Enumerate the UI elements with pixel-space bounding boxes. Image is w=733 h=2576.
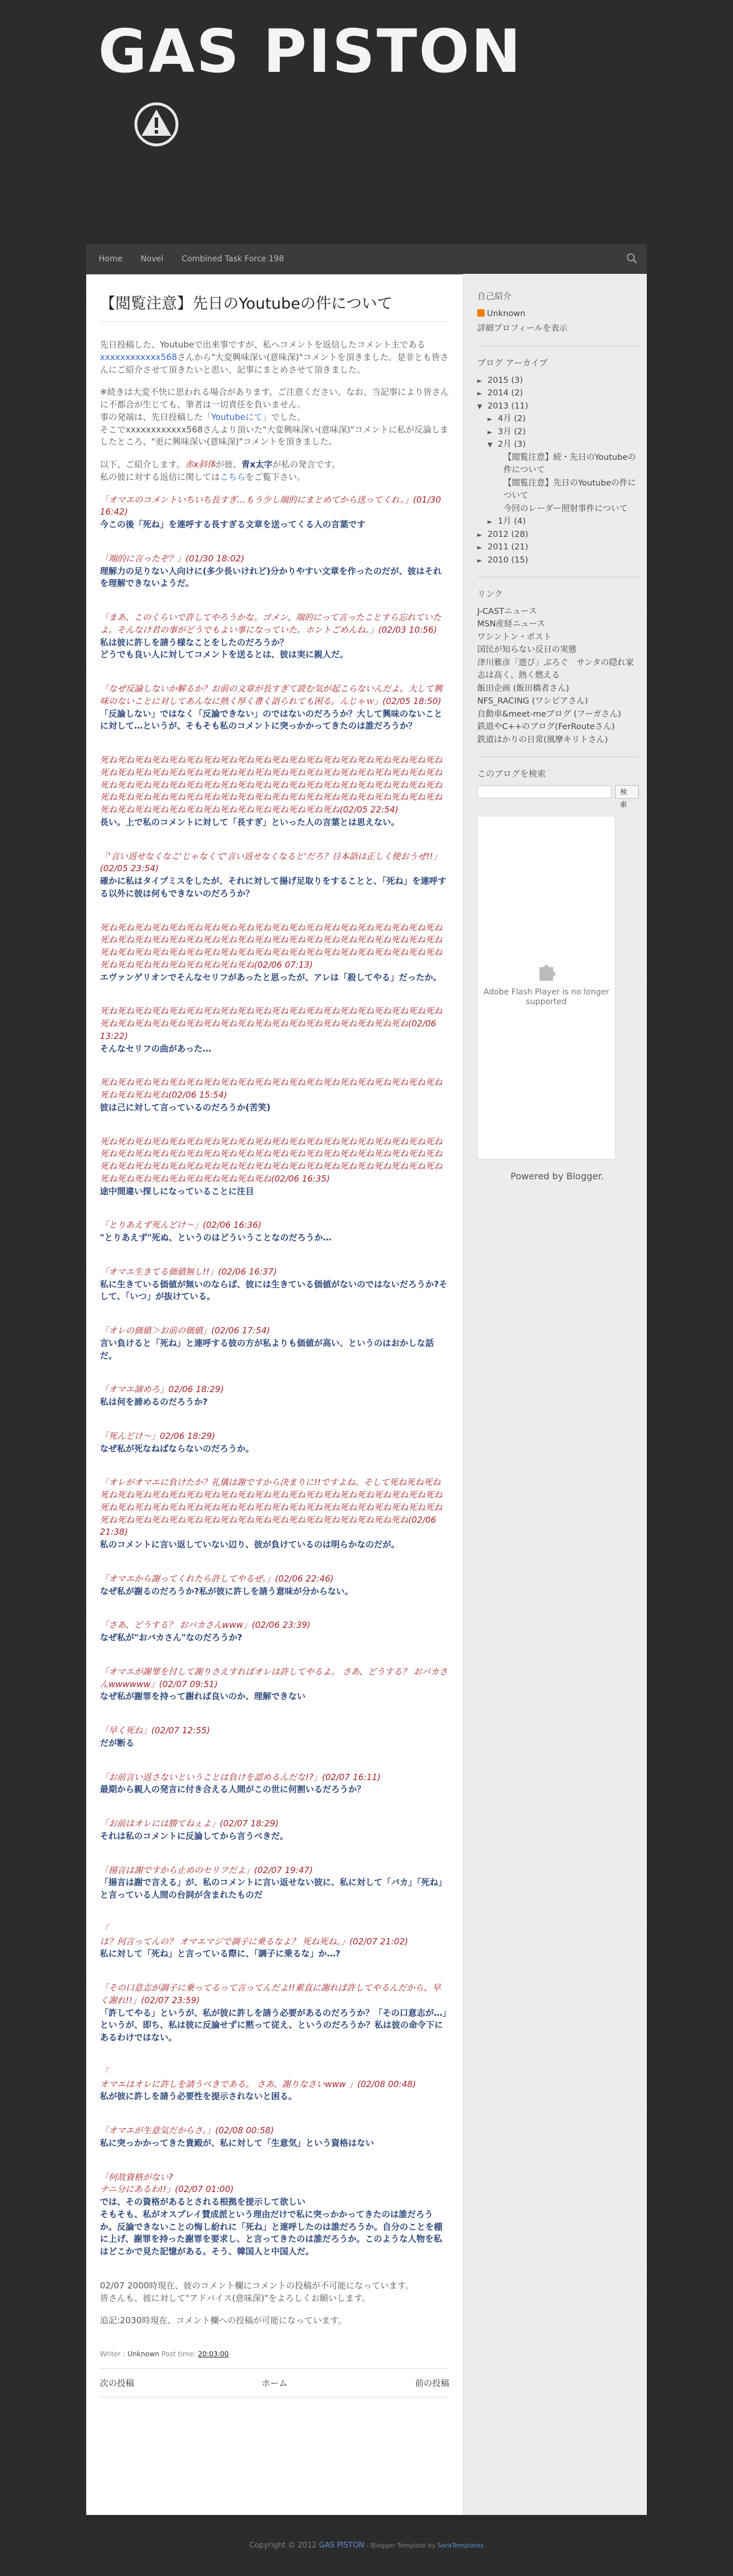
copyright-text: Copyright © 2012 xyxy=(249,2541,317,2550)
exchange-block xyxy=(100,2066,449,2103)
commenter-quote: 「とりあえず死んどけ〜」(02/06 16:36) xyxy=(100,1220,261,1231)
intro-text: さんから"大変興味深い(意味深)"コメントを頂きました。是非とも皆さんにご紹介させて頂きたいと思い、記事にまとめさせて頂きました。 xyxy=(100,351,449,375)
legend-blue-bold: 青ⅹ太字 xyxy=(241,459,273,470)
archive-label[interactable]: 2011 (21) xyxy=(488,543,529,552)
flash-message: Adobe Flash Player is no longer supported xyxy=(484,988,609,1006)
commenter-quote: 「端的に言ったぞ？」(01/30 18:02) xyxy=(100,553,244,564)
collapsed-arrow-icon[interactable]: ► xyxy=(488,428,493,436)
exchange-block xyxy=(100,1573,449,1598)
blog-search xyxy=(477,785,639,809)
collapsed-arrow-icon[interactable]: ► xyxy=(477,556,482,564)
author-reply: 「許してやる」というが、私が彼に許しを請う必要があるのだろうか？「その口意志が…」というが、即ち、私は彼に反論せずに黙って従え、というのだろうか？私は彼の命令下にあるわけではない。 xyxy=(100,2007,447,2043)
archive-label[interactable]: 2月 (3) xyxy=(498,440,526,450)
commenter-quote: 死ね死ね死ね死ね死ね死ね死ね死ね死ね死ね死ね死ね死ね死ね死ね死ね死ね死ね死ね死ね死ね死ね死ね死ね死ね死ね死ね死ね死ね死ね死ね死ね死ね死ね死ね死ね死ね死ね死ね死ね死ね死ね死ね死ね死ね死ね死ね死ね死ね死ね死ね死ね死ね死ね死ね死ね死ね死ね死ね死ね死ね死ね死ね死ね死ね死ね死ね死ね死ね死ね(02/06 16:35) xyxy=(100,1136,443,1184)
commenter-link[interactable]: xxxxxxxxxxxx568 xyxy=(100,351,178,362)
author-reply: 私に突っかかってきた貴殿が、私に対して「生意気」という資格はない xyxy=(100,2137,374,2148)
newer-post-link[interactable]: 次の投稿 xyxy=(100,2378,135,2388)
youtube-post-link[interactable]: Youtubeにて xyxy=(211,411,263,422)
links-title: リンク xyxy=(477,588,503,599)
author-reply: "とりあえず"死ぬ、というのはどういうことなのだろうか… xyxy=(100,1232,332,1243)
content-wrapper xyxy=(86,244,647,2515)
sidebar-link[interactable]: 鉄道はかりの日常(風摩キリトさん) xyxy=(477,735,608,745)
blogger-icon xyxy=(477,309,485,317)
archive-label[interactable]: 4月 (2) xyxy=(498,414,526,424)
archive-item[interactable] xyxy=(477,451,639,477)
theme-credit: - Blogger Template by xyxy=(366,2542,438,2549)
puzzle-icon xyxy=(535,959,558,984)
post-footer-notes xyxy=(100,2280,449,2327)
divider xyxy=(100,321,449,322)
intro-paragraph-2 xyxy=(100,386,449,448)
author-reply: なぜ私が死なねばならないのだろうか。 xyxy=(100,1443,255,1454)
exchange-block xyxy=(100,1923,449,1960)
site-header xyxy=(98,17,612,153)
note: 皆さんも、彼に対して"アドバイス(意味深)"をよろしくお願いします。 xyxy=(100,2292,370,2303)
archive-title: ブログ アーカイブ xyxy=(477,357,548,368)
intro-text: 私の彼に対する返信に関しては xyxy=(100,471,220,482)
archive-list xyxy=(477,374,639,567)
archive-label[interactable]: 今回のレーダー照射事件について xyxy=(504,504,628,513)
post-intro xyxy=(100,339,449,484)
exchange-block xyxy=(100,922,449,984)
commenter-quote: 死ね死ね死ね死ね死ね死ね死ね死ね死ね死ね死ね死ね死ね死ね死ね死ね死ね死ね死ね死ね死ね死ね死ね死ね死ね死ね死ね死ね死ね死ね死ね死ね死ね死ね死ね死ね死ね死ね(02/06 13:22) xyxy=(100,1006,443,1041)
exchange-block xyxy=(100,1077,449,1114)
commenter-quote: 「さあ、どうする？ おバカさんwww」(02/06 23:39) xyxy=(100,1620,311,1631)
exchange-block xyxy=(100,1219,449,1244)
note: 02/07 2000時現在、彼のコメント欄にコメントの投稿が不可能になっています。 xyxy=(100,2280,414,2291)
intro-text: 事の発端は、先日投稿した「 xyxy=(100,411,212,422)
intro-text: そこでxxxxxxxxxxxx568さんより頂いた"大変興味深い(意味深)"コメントに私が反論しましたところ、"更に興味深い(意味深)"コメントを頂きました。 xyxy=(100,424,449,447)
commenter-quote: 「お前はオレには勝てねぇよ」(02/07 18:29) xyxy=(100,1818,279,1829)
home-link[interactable]: ホーム xyxy=(261,2378,288,2388)
archive-label[interactable]: 2012 (28) xyxy=(488,529,529,539)
intro-text: が彼、 xyxy=(215,459,241,470)
nav-combined-task-force[interactable]: Combined Task Force 198 xyxy=(182,254,284,264)
intro-text: ※続きは大変不快に思われる場合があります。ご注意ください。なお、当記事により皆さんに不都合が生じても、筆者は一切責任を負いません。 xyxy=(100,387,449,410)
commenter-quote: 「 は？何言ってんの？ オマエマジで調子に乗るなよ？ 死ね死ね。」(02/07 21:02) xyxy=(100,1923,408,1947)
archive-item[interactable] xyxy=(477,426,639,438)
profile-widget xyxy=(477,308,639,335)
profile-name-row xyxy=(477,308,639,320)
time-label: Post time: xyxy=(161,2350,196,2358)
archive-label[interactable]: 3月 (2) xyxy=(498,427,526,436)
exchange-block xyxy=(100,1818,449,1843)
author-reply: 私のコメントに言い返していない辺り、彼が負けているのは明らかなのだが。 xyxy=(100,1539,400,1550)
author-reply: 私に生きている価値が無いのならば、彼には生きている価値がないのではないだろうか?そして、「いつ」が抜けている。 xyxy=(100,1279,448,1302)
archive-item[interactable] xyxy=(477,374,639,387)
author-reply: エヴァンゲリオンでそんなセリフがあったと思ったが、アレは「殺してやる」だったか。 xyxy=(100,972,442,982)
reply-link[interactable]: こちら xyxy=(220,471,246,482)
archive-item[interactable] xyxy=(477,400,639,413)
commenter-quote: 「オマエのコメントいちいち長すぎ…もう少し端的にまとめてから送ってくれ。」(01/30 16:42) xyxy=(100,494,441,517)
author-reply: そんなセリフの曲があった… xyxy=(100,1043,211,1054)
commenter-quote: 「まあ、このくらいで許してやろうかな。ゴメン、端的にって言ったことすら忘れていたよ。そんなけ君の事がどうでもよい事になっていた。ホントごめんね。」(02/03 10:56) xyxy=(100,612,441,635)
commenter-quote: 「早く死ね」(02/07 12:55) xyxy=(100,1725,210,1736)
commenter-quote: 「その口意志が調子に乗ってるって言ってんだよ!!素直に謝れば許してやるんだから、早く謝れ!!」(02/07 23:59) xyxy=(100,1983,441,2005)
commenter-quote: 「何故資格がない? ナニ分にあるわ!!」(02/07 01:00) xyxy=(100,2171,234,2195)
sidebar-link[interactable]: J-CASTニュース xyxy=(477,606,537,616)
sidebar xyxy=(463,274,647,2515)
profile-name[interactable]: Unknown xyxy=(487,309,526,318)
author-reply: 私が彼に許しを請う必要性を提示されないと困る。 xyxy=(100,2091,297,2102)
post-time[interactable]: 20:03:00 xyxy=(198,2350,229,2358)
archive-item[interactable] xyxy=(477,503,639,515)
archive-item[interactable] xyxy=(477,413,639,425)
collapsed-arrow-icon[interactable]: ► xyxy=(477,377,482,385)
collapsed-arrow-icon[interactable]: ► xyxy=(477,531,482,539)
collapsed-arrow-icon[interactable]: ► xyxy=(477,390,482,398)
author-reply: 途中間違い探しになっていることに注目 xyxy=(100,1186,255,1196)
author-reply: 長い。上で私のコメントに対して「長すぎ」といった人の言葉とは思えない。 xyxy=(100,816,400,827)
archive-item[interactable] xyxy=(477,387,639,399)
commenter-quote: 死ね死ね死ね死ね死ね死ね死ね死ね死ね死ね死ね死ね死ね死ね死ね死ね死ね死ね死ね死ね死ね死ね死ね死ね死ね死ね死ね死ね死ね死ね死ね死ね死ね死ね死ね死ね死ね死ね死ね死ね死ね死ね死ね死ね死ね死ね死ね死ね死ね死ね死ね死ね死ね死ね死ね死ね死ね死ね死ね死ね死ね死ね死ね死ね死ね死ね死ね死ね死ね(02/06 07:13) xyxy=(100,922,443,970)
intro-text: 」でした。 xyxy=(263,411,306,422)
sidebar-link[interactable]: 飯田企画 (飯田橋者さん) xyxy=(477,684,569,693)
site-title[interactable]: GAS PISTON xyxy=(98,17,523,86)
commenter-quote: 「'言い返せなくなこ'じゃなくて'言い返せなくなると'だろ？日本語は正しく使おうぜ!!」(02/05 23:54) xyxy=(100,851,442,874)
author-reply: なぜ私が謝るのだろうか?私が彼に許しを請う意味が分からない。 xyxy=(100,1586,353,1596)
exchange-block xyxy=(100,1865,449,1902)
commenter-quote: 「 オマエはオレに許しを請うべきである。 さあ、謝りなさいwww 」(02/08 00:48) xyxy=(100,2066,416,2089)
older-post-link[interactable]: 前の投稿 xyxy=(414,2378,449,2388)
author-reply: 彼は己に対して言っているのだろうか(苦笑) xyxy=(100,1102,271,1113)
author-reply: 言い負けると「死ね」と連呼する彼の方が私よりも価値が高い、というのはおかしな話だ。 xyxy=(100,1337,434,1361)
archive-label[interactable]: 1月 (4) xyxy=(498,517,526,527)
sidebar-link[interactable]: 国民が知らない反日の実態 xyxy=(477,645,577,655)
collapsed-arrow-icon[interactable]: ► xyxy=(488,518,493,526)
commenter-quote: 「なぜ反論しないか解るか？お前の文章が長すぎて読む気が起こらないんだよ。大して興味のないことに対してあんなに熱く厚く書く語られても困る。んじゃｗ」(02/05 18:50) xyxy=(100,684,443,706)
exchange-block xyxy=(100,1136,449,1198)
commenter-quote: 死ね死ね死ね死ね死ね死ね死ね死ね死ね死ね死ね死ね死ね死ね死ね死ね死ね死ね死ね死ね死ね死ね死ね死ね死ね死ね死ね死ね死ね死ね死ね死ね死ね死ね死ね死ね死ね死ね死ね死ね死ね死ね死ね死ね死ね死ね死ね死ね死ね死ね死ね死ね死ね死ね死ね死ね死ね死ね死ね死ね死ね死ね死ね死ね死ね死ね死ね死ね死ね死ね死ね死ね死ね死ね死ね死ね死ね死ね死ね死ね死ね死ね死ね死ね死ね死ね死ね死ね死ね死ね死ね死ね死ね死ね(02/05 22:54) xyxy=(100,755,443,815)
writer-label: Writer : xyxy=(100,2350,126,2358)
author-reply: だが断る xyxy=(100,1737,135,1748)
archive-label[interactable]: 【閲覧注意】先日のYoutubeの件について xyxy=(504,478,636,501)
exchange-block xyxy=(100,1005,449,1055)
archive-label[interactable]: 2015 (3) xyxy=(488,375,523,385)
writer-name[interactable]: Unknown xyxy=(127,2350,160,2358)
exchange-block xyxy=(100,1384,449,1409)
post-body xyxy=(100,339,449,2327)
sidebar-link[interactable]: 津川雅彦「遊び」ぶろぐ サンタの隠れ家 xyxy=(477,658,634,668)
commenter-quote: 「オマエが謝罪を付して謝りさえすればオレは許してやるよ。 さあ、どうする？ おバカさんwwwwww」(02/07 09:51) xyxy=(100,1666,448,1689)
exchange-block xyxy=(100,2171,449,2258)
note: 追記:2030時現在、コメント欄への投稿が可能になっています。 xyxy=(100,2315,347,2326)
commenter-quote: 「オレの価値＞お前の価値」(02/06 17:54) xyxy=(100,1325,270,1336)
commenter-quote: 死ね死ね死ね死ね死ね死ね死ね死ね死ね死ね死ね死ね死ね死ね死ね死ね死ね死ね死ね死ね死ね死ね死ね死ね(02/06 15:54) xyxy=(100,1077,443,1100)
exchange-block xyxy=(100,1982,449,2044)
exchange-block xyxy=(100,612,449,661)
exchange-block xyxy=(100,1325,449,1362)
copyright xyxy=(0,2541,733,2550)
exchange-block xyxy=(100,1772,449,1797)
expanded-arrow-icon[interactable]: ▼ xyxy=(477,402,482,410)
author-reply: 「反論しない」ではなく「反論できない」のではないのだろうか？大して興味のないことに対して…というが、そもそも私のコメントに突っかかってきたのは誰だろうか？ xyxy=(100,708,443,731)
copyright-site-link[interactable]: GAS PISTON xyxy=(319,2541,364,2550)
exchange-list xyxy=(100,494,449,2258)
search-title: このブログを検索 xyxy=(477,769,546,779)
archive-label[interactable]: 【閲覧注意】続・先日のYoutubeの件について xyxy=(504,452,636,475)
exchange-block xyxy=(100,1477,449,1551)
exchange-block xyxy=(100,754,449,829)
commenter-quote: 「オマエが生意気だからさ。」(02/08 00:58) xyxy=(100,2125,274,2136)
commenter-quote: 「揚言は謝ですから止めのセリフだよ」(02/07 19:47) xyxy=(100,1865,313,1875)
commenter-quote: 「死んどけ〜」02/06 18:29) xyxy=(100,1430,216,1441)
author-reply: それは私のコメントに反論してから言うべきだ。 xyxy=(100,1830,289,1841)
intro-text: をご覧下さい。 xyxy=(245,471,306,482)
profile-link[interactable]: 詳細プロフィールを表示 xyxy=(477,324,568,334)
powered-by[interactable]: Powered by Blogger. xyxy=(510,1171,604,1182)
commenter-quote: 「オレがオマエに負けたか？礼儀は謝ですから決まりに!!ですよね。そして死ね死ね死ね死ね死ね死ね死ね死ね死ね死ね死ね死ね死ね死ね死ね死ね死ね死ね死ね死ね死ね死ね死ね死ね死ね死ね死ね死ね死ね死ね死ね死ね死ね死ね死ね死ね死ね死ね死ね死ね死ね死ね死ね死ね死ね死ね死ね死ね死ね死ね死ね死ね死ね死ね死ね死ね死ね死ね死ね死ね死ね(02/06 21:38) xyxy=(100,1477,443,1538)
author-reply: なぜ私が"おバカさん"なのだろうか? xyxy=(100,1632,243,1643)
sidebar-link[interactable]: 鉄道やC++のブログ(FerRouteさん) xyxy=(477,722,615,732)
search-icon[interactable] xyxy=(625,251,639,266)
links-list xyxy=(477,605,639,746)
exchange-block xyxy=(100,2125,449,2150)
author-reply: では、その資格があるとされる根拠を提示して欲しい そもそも、私がオスプレイ賛成派という理由だけで私に突っかかってきたのは誰だろうか。反論できないことの悔し紛れに「死ね」と連呼したのは誰だろうか。自分のことを棚に上げ、謝罪を持った謝罪を要求し、と言ってきたのは誰だろうか。このような人物を私はどこかで見た記憶がある。そう、韓国人と中国人だ。 xyxy=(100,2197,443,2256)
intro-text: 先日投稿した、Youtubeで出来事ですが、私へコメントを返信したコメント主である xyxy=(100,339,425,350)
exchange-block xyxy=(100,851,449,900)
intro-paragraph-1 xyxy=(100,339,449,376)
collapsed-arrow-icon[interactable]: ► xyxy=(477,544,482,552)
nav-home[interactable]: Home xyxy=(99,254,123,264)
archive-item[interactable] xyxy=(477,528,639,541)
post-pager xyxy=(100,2368,449,2397)
author-reply: 確かに私はタイプミスをしたが、それに対して揚げ足取りをすることと、「死ね」を連呼する以外に彼は何もできないのだろうか？ xyxy=(100,876,446,899)
exchange-block xyxy=(100,1619,449,1644)
bottom-bar xyxy=(86,2515,647,2538)
archive-item[interactable] xyxy=(477,515,639,528)
main-column xyxy=(86,274,463,2397)
archive-item[interactable] xyxy=(477,554,639,567)
archive-label[interactable]: 2014 (2) xyxy=(488,389,523,398)
author-reply: 「揚言は謝で言える」が、私のコメントに言い返せない彼に、私に対して「バカ」「死ね」と言っている人間の台詞が含まれたものだ xyxy=(100,1877,447,1900)
sidebar-link[interactable]: ワシントン・ポスト xyxy=(477,632,552,642)
author-reply: 私に対して「死ね」と言っている際に、「調子に乗るな」か…? xyxy=(100,1948,341,1959)
author-reply: 最期から親人の発言に付き合える人間がこの世に何割いるだろうか？ xyxy=(100,1784,366,1795)
author-reply: 理解力の足りない人向けに(多少長いけれど)分かりやすい文章を作ったのだが、彼はそれを理解できないようだ。 xyxy=(100,565,442,589)
nav-novel[interactable]: Novel xyxy=(140,254,164,264)
archive-item[interactable] xyxy=(477,438,639,451)
archive-label[interactable]: 2013 (11) xyxy=(488,401,529,411)
intro-paragraph-3 xyxy=(100,459,449,484)
exchange-block xyxy=(100,1666,449,1703)
sidebar-link[interactable]: 自動車&meet-meブログ (フーガさん) xyxy=(477,709,621,719)
search-input[interactable] xyxy=(477,786,611,798)
commenter-quote: 「オマエ諦めろ」02/06 18:29) xyxy=(100,1384,224,1395)
post-meta xyxy=(100,2350,449,2358)
archive-label[interactable]: 2010 (15) xyxy=(488,555,529,565)
warning-logo-icon xyxy=(134,102,179,147)
search-button[interactable]: 検索 xyxy=(615,785,639,799)
legend-red-italic: 赤ⅹ斜体 xyxy=(184,459,216,470)
expanded-arrow-icon[interactable]: ▼ xyxy=(488,441,493,449)
intro-text: が私の発言です。 xyxy=(272,459,341,470)
theme-link[interactable]: SoraTemplates xyxy=(437,2542,484,2549)
author-reply: なぜ私が謝罪を持って謝れば良いのか、理解できない xyxy=(100,1691,306,1702)
intro-text: 以下、ご紹介します。 xyxy=(100,459,185,470)
commenter-quote: 「オマエから謝ってくれたら許してやるぜ。」(02/06 22:46) xyxy=(100,1573,334,1584)
sidebar-link[interactable]: MSN産経ニュース xyxy=(477,620,545,629)
author-reply: 私は彼に許しを請う様なことをしたのだろうか？ どうでも良い人に対してコメントを送るとは、彼は実に親人だ。 xyxy=(100,637,349,660)
author-reply: 私は何を諦めるのだろうか? xyxy=(100,1397,208,1407)
exchange-block xyxy=(100,1266,449,1303)
top-navigation xyxy=(86,244,647,274)
author-reply: 今この後「死ね」を連呼する長すぎる文章を送ってくる人の言葉です xyxy=(100,519,366,529)
exchange-block xyxy=(100,553,449,590)
commenter-quote: 「お前言い返さないということは負けを認めるんだな!?」(02/07 16:11) xyxy=(100,1772,381,1782)
exchange-block xyxy=(100,1430,449,1455)
archive-item[interactable] xyxy=(477,541,639,553)
sidebar-link[interactable]: NFS_RACING (ワシピアさん) xyxy=(477,697,588,706)
commenter-quote: 「オマエ生きてる価値無し!!」(02/06 16:37) xyxy=(100,1266,277,1277)
profile-title: 自己紹介 xyxy=(477,291,512,301)
sidebar-link[interactable]: 志は高く、熱く燃える xyxy=(477,671,560,681)
exchange-block xyxy=(100,1725,449,1750)
archive-item[interactable] xyxy=(477,477,639,503)
exchange-block xyxy=(100,683,449,733)
flash-player-placeholder xyxy=(477,816,615,1159)
collapsed-arrow-icon[interactable]: ► xyxy=(488,415,493,423)
exchange-block xyxy=(100,494,449,531)
post-title[interactable]: 【閲覧注意】先日のYoutubeの件について xyxy=(100,295,393,313)
